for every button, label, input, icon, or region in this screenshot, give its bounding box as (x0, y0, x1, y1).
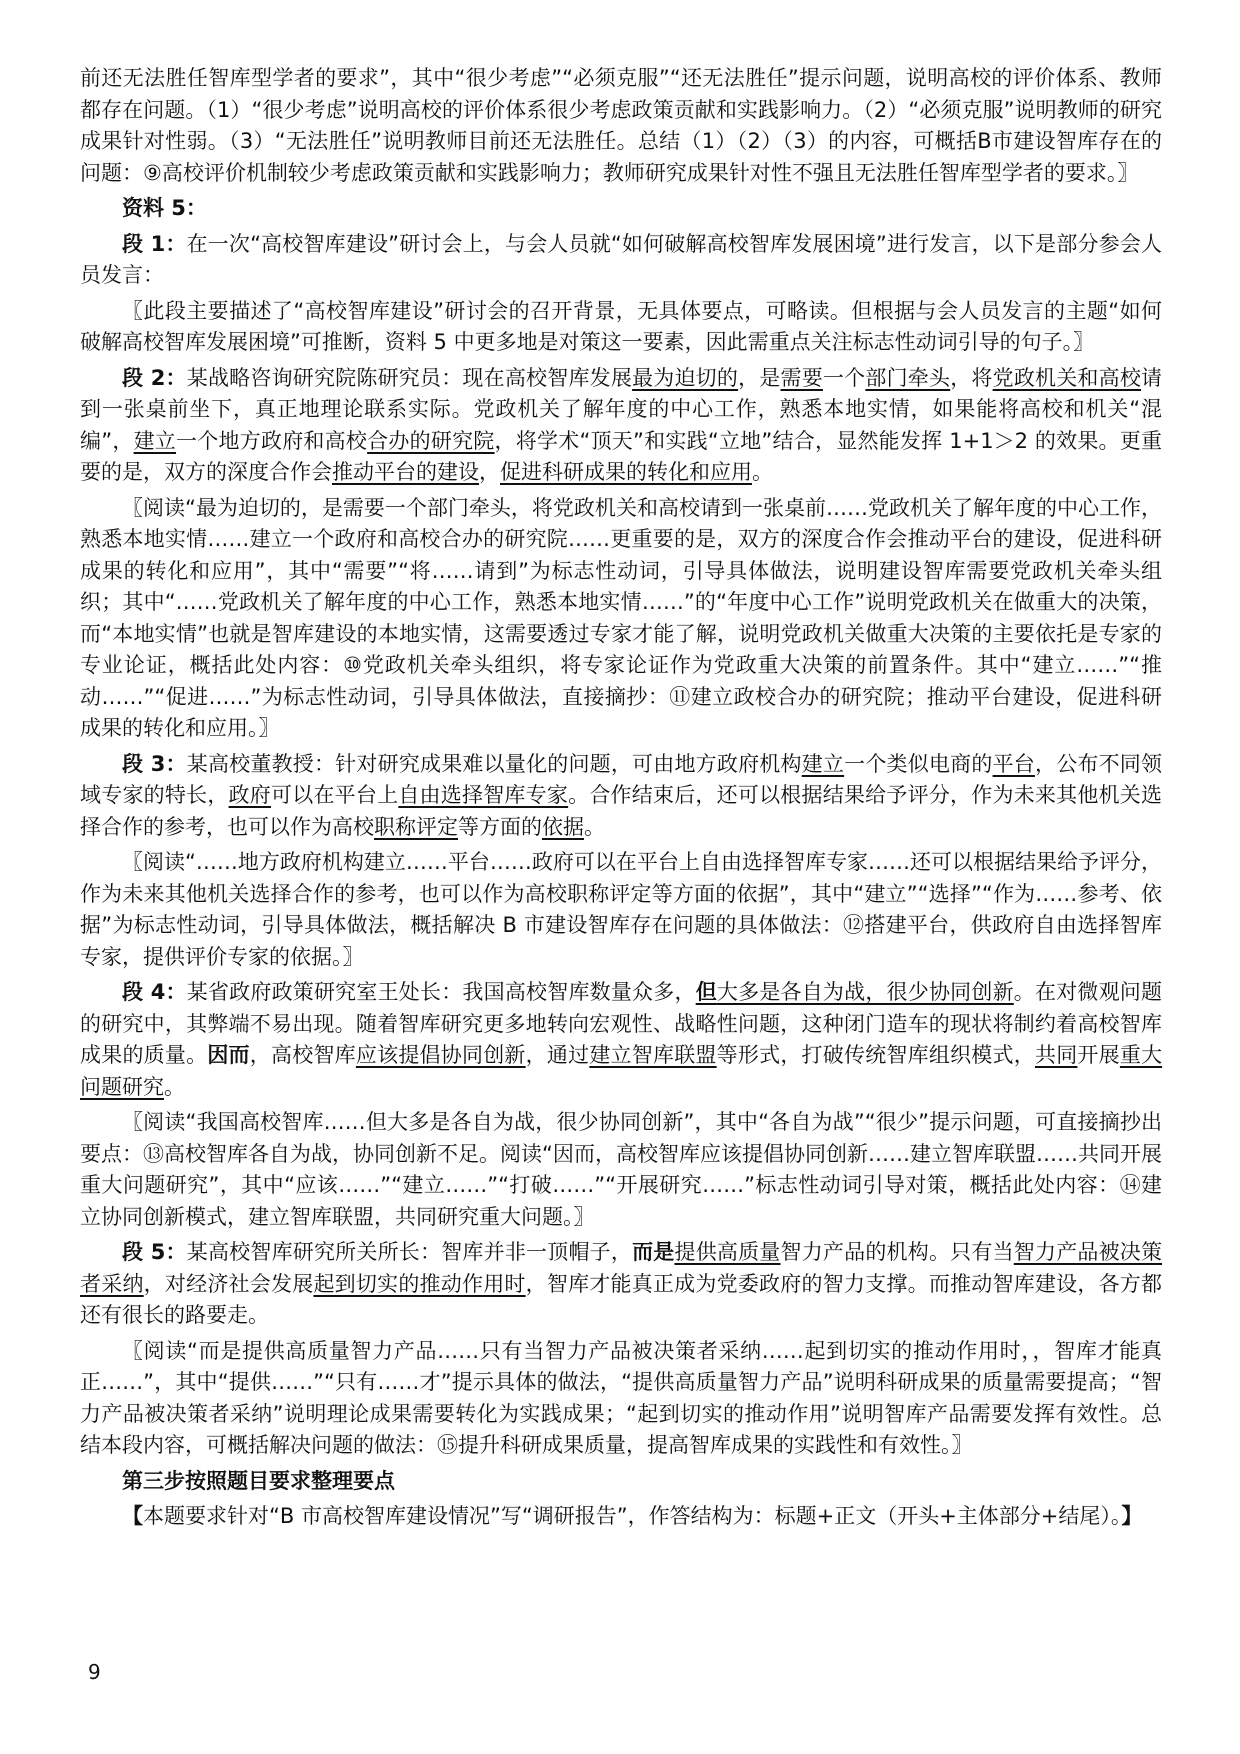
underlined-text: 职称评定 (374, 814, 458, 839)
underlined-text: 依据 (542, 814, 584, 839)
underlined-text: 但 (695, 980, 717, 1004)
underlined-text: 最为迫切的 (632, 365, 739, 390)
underlined-text: 促进科研成果的转化和应用 (500, 460, 752, 484)
bold-text: 段 4： (122, 980, 187, 1004)
text-run: 〖阅读“而是提供高质量智力产品……只有当智力产品被决策者采纳……起到切实的推动作用时，，智库才能真正……”，其中“提供……”“只有……才”提示具体的做法，“提供高质量智力产品”说明科研成果的质量需要提高；“智力产品被决策者采纳”说明理论成果需要转化为实践成果；“起到切实的推动作用”说明智库产品需要发挥有效性。总结本段内容，可概括解决问题的做法：⑮提升科研成果质量，提高智库成果的实践性和有效性。〗 (80, 1338, 1162, 1457)
text-run: 。合作结束后，还可以根据结果给予评分，作为未来其他机关选择合作的参考，也可以作为高校 (80, 783, 1163, 839)
underlined-text: 政府 (228, 783, 271, 807)
bold-text: 第三步按照题目要求整理要点 (122, 1468, 395, 1493)
underlined-text: 建立智库联盟 (589, 1043, 717, 1067)
bold-text: 】 (1121, 1504, 1143, 1528)
underlined-text: 共同 (1034, 1043, 1078, 1067)
text-run: 在一次“高校智库建设”研讨会上，与会人员就“如何破解高校智库发展困境”进行发言，以下是部分参会人员发言： (80, 231, 1162, 287)
paragraph (80, 229, 1162, 292)
text-run: 请到一张桌前坐下，真正地理论联系实际。党政机关了解年度的中心工作，熟悉本地实情，如果能将高校和机关“混编”， (80, 365, 1163, 453)
text-run: 一个 (822, 365, 866, 390)
bold-text: 段 5： (122, 1240, 187, 1264)
underlined-text: 重大问题研究 (80, 1043, 1163, 1099)
underlined-text: 大多是各自为战，很少协同创新 (716, 980, 1014, 1004)
bold-text: 段 1： (122, 231, 187, 256)
text-run: ，将学术“顶天”和实践“立地”结合，显然能发挥 1+1＞2 的效果。更重要的是，双方的深度合作会 (80, 428, 1163, 484)
paragraph (80, 749, 1162, 844)
bold-text: 资料 5： (122, 196, 207, 220)
paragraph (80, 1237, 1162, 1332)
text-run: 某高校智库研究所关所长：智库并非一顶帽子， (186, 1240, 633, 1264)
page-number: 9 (88, 1660, 101, 1684)
underlined-text: 平台 (992, 751, 1035, 776)
bold-text: 【 (122, 1504, 143, 1528)
paragraph (80, 847, 1162, 973)
text-run: 本题要求针对“B 市高校智库建设情况”写“调研报告”，作答结构为：标题+正文（开头+主体部分+结尾）。 (143, 1504, 1122, 1528)
underlined-text: 起到切实的推动作用时 (313, 1271, 526, 1296)
paragraph (80, 363, 1162, 489)
underlined-text: 自由选择智库专家 (398, 783, 569, 807)
bold-text: 因而 (207, 1043, 250, 1067)
underlined-text: 智力产品被决策者采纳 (80, 1240, 1163, 1296)
paragraph (80, 977, 1162, 1103)
paragraph (80, 1466, 1162, 1498)
text-run: ，将 (950, 365, 993, 390)
underlined-text: 部门牵头 (865, 365, 951, 390)
text-run: 〖阅读“……地方政府机构建立……平台……政府可以在平台上自由选择智库专家……还可以根据结果给予评分，作为未来其他机关选择合作的参考，也可以作为高校职称评定等方面的依据”，其中“建立”“选择”“作为……参考、依据”为标志性动词，引导具体做法，概括解决 B 市建设智库存在问题的具体做法：⑫搭建平台，供政府自由选择智库专家，提供评价专家的依据。〗 (80, 850, 1162, 969)
document-body (80, 63, 1162, 1537)
text-run: 某战略咨询研究院陈研究员：现在高校智库发展 (186, 365, 633, 390)
text-run: ，公布不同领域专家的特长， (80, 751, 1163, 807)
underlined-text: 党政机关和高校 (992, 365, 1142, 390)
text-run: 〖阅读“最为迫切的，是需要一个部门牵头，将党政机关和高校请到一张桌前……党政机关了解年度的中心工作，熟悉本地实情……建立一个政府和高校合办的研究院……更重要的是，双方的深度合作会推动平台的建设，促进科研成果的转化和应用”，其中“需要”“将……请到”为标志性动词，引导具体做法，说明建设智库需要党政机关牵头组织；其中“……党政机关了解年度的中心工作，熟悉本地实情……”的“年度中心工作”说明党政机关在做重大的决策，而“本地实情”也就是智库建设的本地实情，这需要透过专家才能了解，说明党政机关做重大决策的主要依托是专家的专业论证，概括此处内容：⑩党政机关牵头组织，将专家论证作为党政重大决策的前置条件。其中“建立……”“推动……”“促进……”为标志性动词，引导具体做法，直接摘抄：⑪建立政校合办的研究院；推动平台建设，促进科研成果的转化和应用。〗 (80, 495, 1162, 740)
underlined-text: 提供高质量 (674, 1240, 781, 1264)
text-run: 。 (752, 460, 773, 484)
text-run: 〖此段主要描述了“高校智库建设”研讨会的召开背景，无具体要点，可略读。但根据与会人员发言的主题“如何破解高校智库发展困境”可推断，资料 5 中更多地是对策这一要素，因此需重点关注标志性动词引导的句子。〗 (80, 298, 1162, 354)
text-run: ，对经济社会发展 (143, 1271, 314, 1296)
underlined-text: 建立 (133, 428, 177, 453)
paragraph (80, 493, 1162, 745)
text-run: ，是 (738, 365, 781, 390)
text-run: 某省政府政策研究室王处长：我国高校智库数量众多， (186, 980, 696, 1004)
text-run: 等方面的 (458, 814, 542, 839)
text-run: 可以在平台上 (271, 783, 399, 807)
underlined-text: 建立 (801, 751, 845, 776)
paragraph (80, 1336, 1162, 1462)
paragraph (80, 1501, 1162, 1533)
text-run: ，智库才能真正成为党委政府的智力支撑。而推动智库建设，各方都还有很长的路要走。 (80, 1271, 1163, 1327)
bold-text: 段 3： (122, 751, 187, 776)
text-run: 一个地方政府和高校 (176, 428, 368, 453)
underlined-text: 需要 (780, 365, 823, 390)
text-run: ， (479, 460, 500, 484)
text-run: 〖阅读“我国高校智库……但大多是各自为战，很少协同创新”，其中“各自为战”“很少”提示问题，可直接摘抄出要点：⑬高校智库各自为战，协同创新不足。阅读“因而，高校智库应该提倡协同创新……建立智库联盟……共同开展重大问题研究”，其中“应该……”“建立……”“打破……”“开展研究……”标志性动词引导对策，概括此处内容：⑭建立协同创新模式，建立智库联盟，共同研究重大问题。〗 (80, 1110, 1163, 1229)
text-run: 。 (164, 1074, 185, 1099)
text-run: ，通过 (525, 1043, 590, 1067)
text-run: 某高校董教授：针对研究成果难以量化的问题，可由地方政府机构 (186, 751, 802, 776)
paragraph (80, 63, 1162, 189)
text-run: ，高校智库 (249, 1043, 356, 1067)
bold-text: 段 2： (122, 365, 187, 390)
paragraph (80, 296, 1162, 359)
text-run: 。在对微观问题的研究中，其弊端不易出现。随着智库研究更多地转向宏观性、战略性问题，这种闭门造车的现状将制约着高校智库成果的质量。 (80, 980, 1163, 1067)
underlined-text: 应该提倡协同创新 (355, 1043, 526, 1067)
text-run: 开展 (1077, 1043, 1120, 1067)
text-run: 。 (584, 814, 605, 839)
text-run: 前还无法胜任智库型学者的要求”，其中“很少考虑”“必须克服”“还无法胜任”提示问题，说明高校的评价体系、教师都存在问题。（1）“很少考虑”说明高校的评价体系很少考虑政策贡献和实践影响力。（2）“必须克服”说明教师的研究成果针对性弱。（3）“无法胜任”说明教师目前还无法胜任。总结（1）（2）（3）的内容，可概括B市建设智库存在的问题：⑨高校评价机制较少考虑政策贡献和实践影响力；教师研究成果针对性不强且无法胜任智库型学者的要求。〗 (80, 66, 1162, 185)
underlined-text: 推动平台的建设 (332, 460, 479, 484)
paragraph (80, 193, 1162, 225)
paragraph (80, 1107, 1162, 1233)
text-run: 等形式，打破传统智库组织模式， (716, 1043, 1035, 1067)
bold-text: 而是 (632, 1240, 675, 1264)
text-run: 一个类似电商的 (844, 751, 993, 776)
underlined-text: 合办的研究院 (367, 428, 495, 453)
text-run: 智力产品的机构。只有当 (780, 1240, 1014, 1264)
